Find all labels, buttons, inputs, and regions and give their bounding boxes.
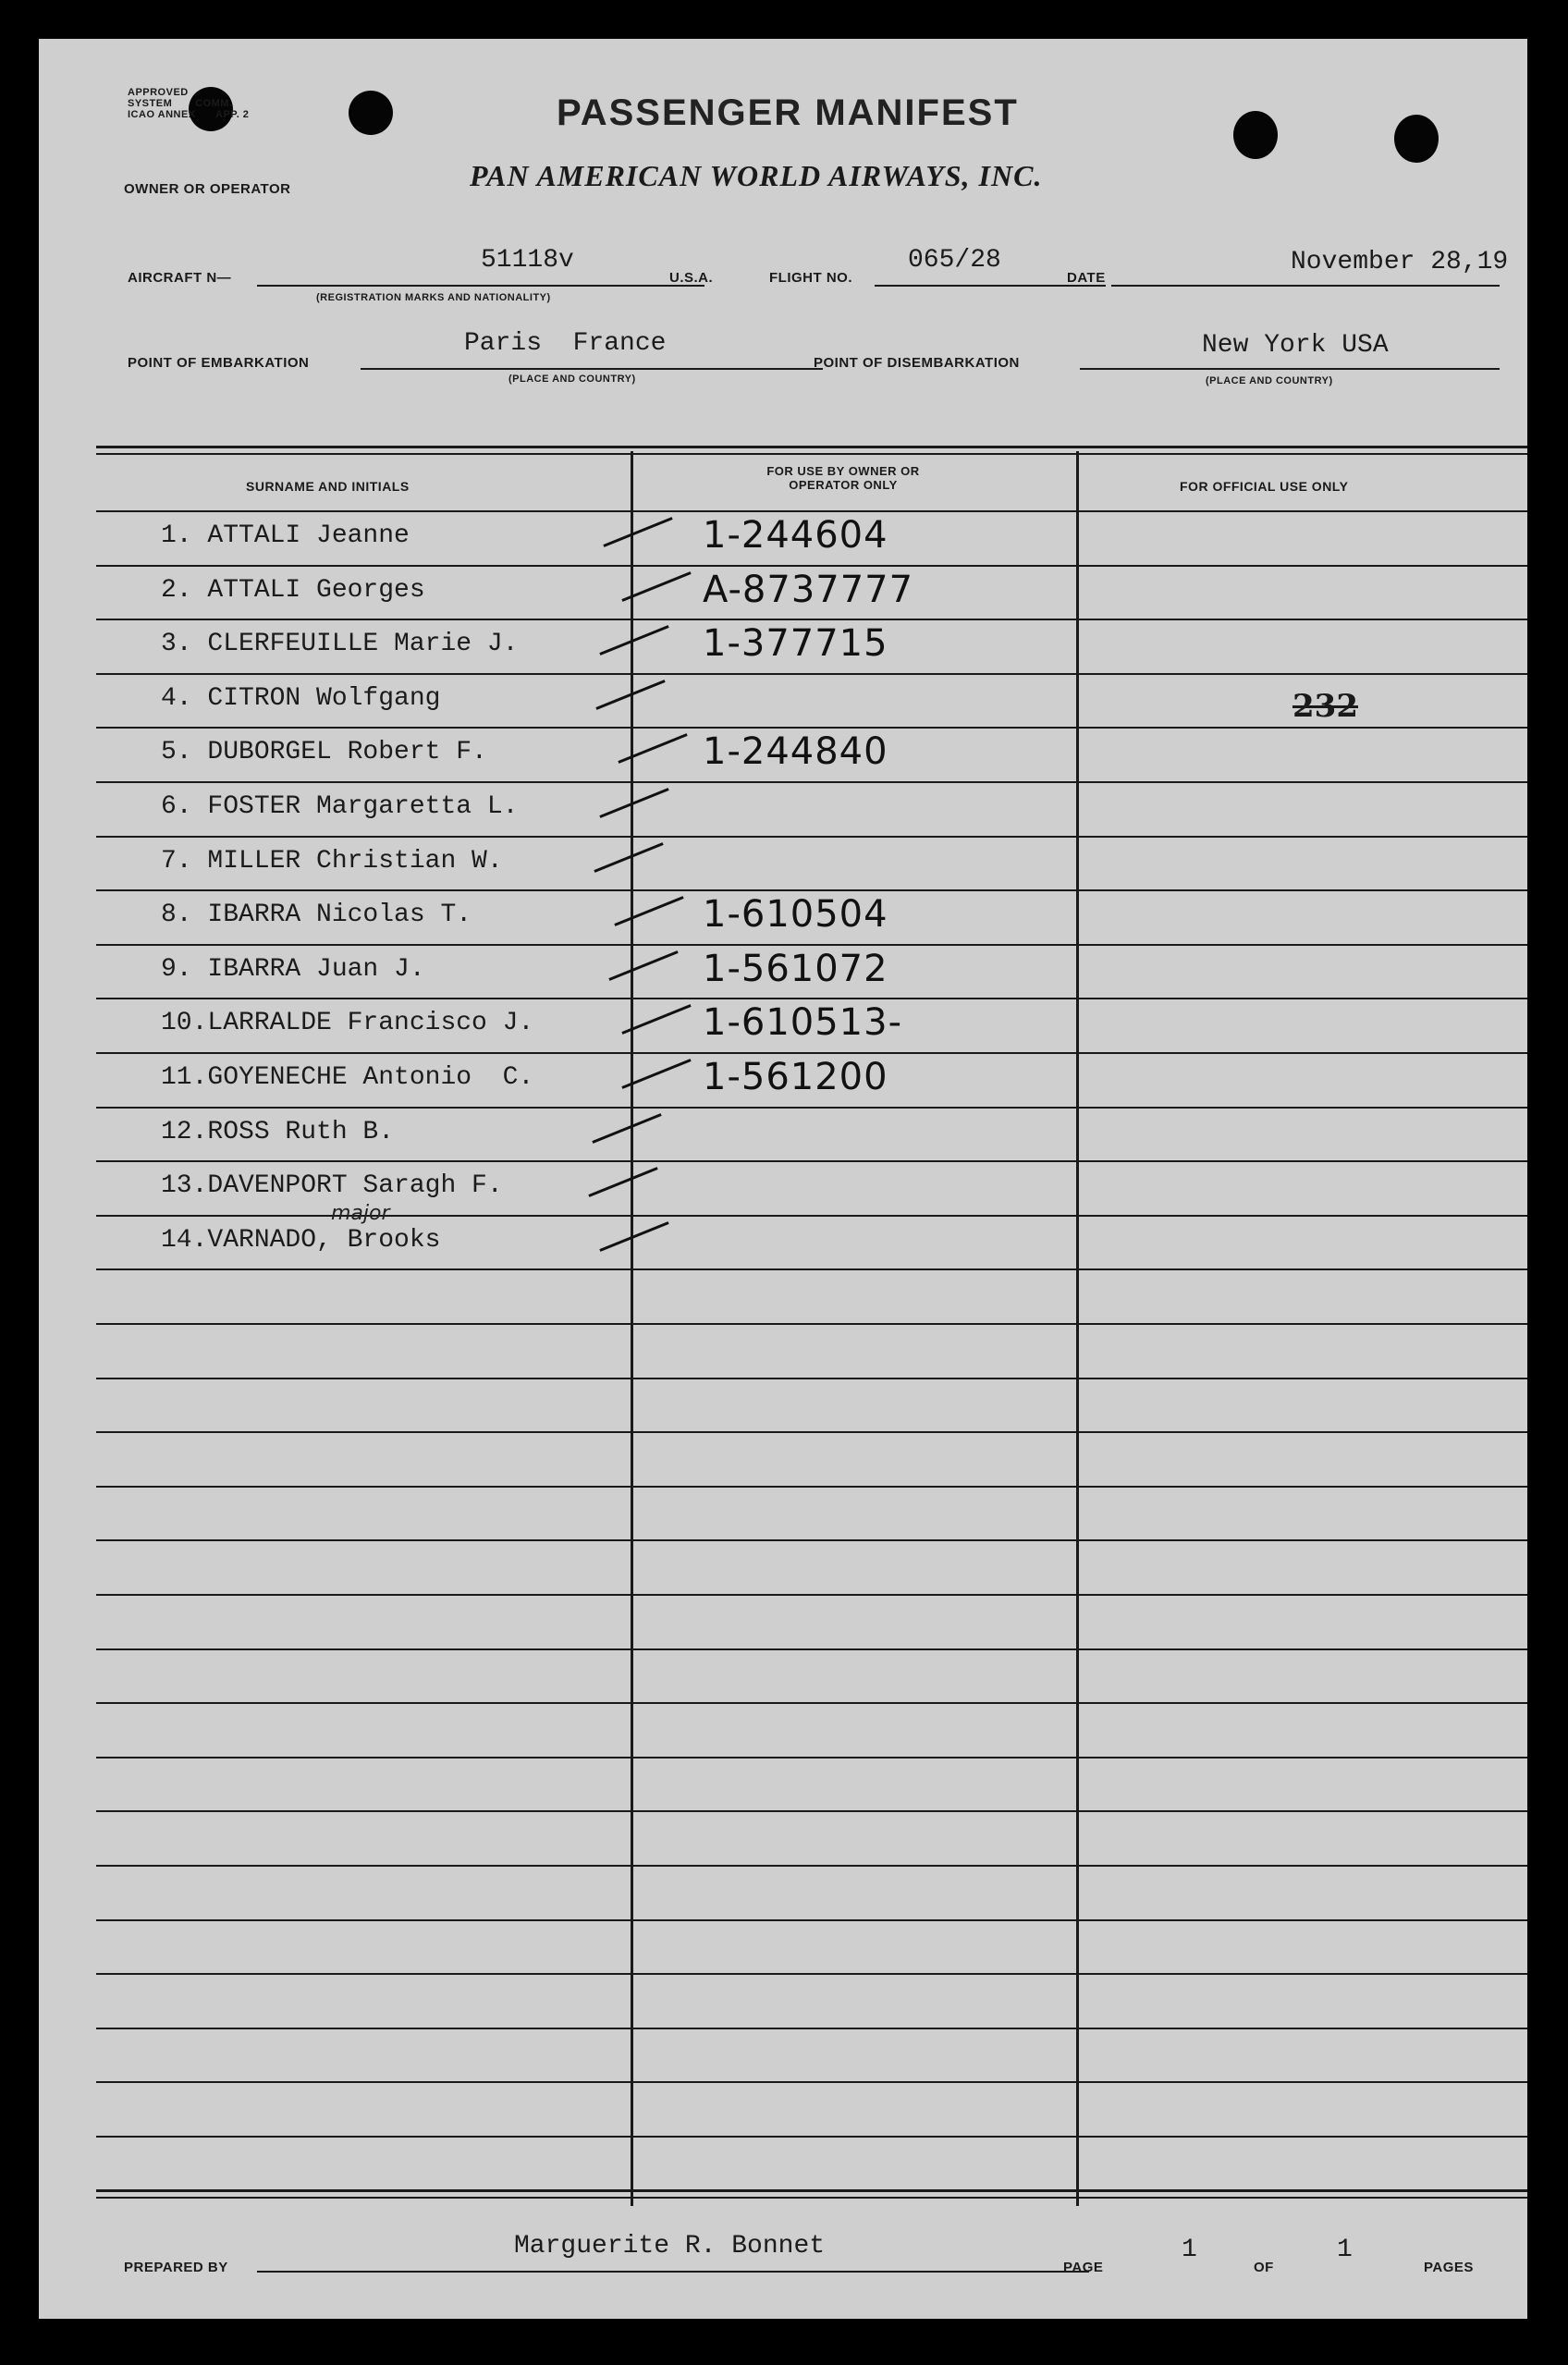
company-name: PAN AMERICAN WORLD AIRWAYS, INC. <box>470 159 1043 192</box>
table-rule <box>96 1323 1527 1325</box>
check-mark-icon <box>599 1221 668 1252</box>
approval-block <box>128 87 249 120</box>
passenger-row <box>39 998 1527 1052</box>
disembarkation-value: New York USA <box>1202 331 1389 360</box>
footer-rule-2 <box>96 2197 1527 2199</box>
owner-label: OWNER OR OPERATOR <box>124 181 291 197</box>
check-mark-icon <box>621 1004 691 1035</box>
table-rule <box>96 1486 1527 1488</box>
check-mark-icon <box>588 1167 657 1197</box>
check-mark-icon <box>603 517 672 547</box>
check-mark-icon <box>599 788 668 818</box>
table-top-rule <box>96 446 1527 448</box>
passenger-name: 13.DAVENPORT Saragh F. <box>161 1171 503 1200</box>
punch-hole-4 <box>1394 115 1439 163</box>
embarkation-caption: (PLACE AND COUNTRY) <box>508 374 636 385</box>
check-mark-icon <box>599 625 668 656</box>
table-rule <box>96 2136 1527 2138</box>
aircraft-underline <box>257 285 704 287</box>
pages-value: 1 <box>1337 2236 1353 2264</box>
punch-hole-2 <box>349 91 393 135</box>
passenger-row <box>39 1107 1527 1161</box>
table-rule <box>96 2081 1527 2083</box>
embarkation-label: POINT OF EMBARKATION <box>128 355 310 371</box>
page-label: PAGE <box>1063 2260 1104 2275</box>
ticket-number: 1-561072 <box>703 948 888 990</box>
passenger-name: 11.GOYENECHE Antonio C. <box>161 1063 534 1092</box>
approval-line-4: COMM. <box>195 98 233 109</box>
manifest-sheet <box>39 39 1527 2319</box>
approval-line-3: ICAO ANNEX <box>128 109 196 120</box>
page-title: PASSENGER MANIFEST <box>557 92 1019 133</box>
passenger-row <box>39 1160 1527 1215</box>
passenger-name: 10.LARRALDE Francisco J. <box>161 1009 534 1037</box>
disembarkation-label: POINT OF DISEMBARKATION <box>814 355 1020 371</box>
ticket-number: 1-244840 <box>703 730 888 773</box>
table-rule <box>96 1810 1527 1812</box>
passenger-name: 7. MILLER Christian W. <box>161 847 503 876</box>
passenger-row <box>39 1052 1527 1107</box>
date-value: November 28,19 <box>1291 248 1509 276</box>
check-mark-icon <box>608 950 678 981</box>
approval-line-2: SYSTEM <box>128 98 173 109</box>
table-rule <box>96 1378 1527 1379</box>
aircraft-label: AIRCRAFT N— <box>128 270 232 286</box>
passenger-name: 6. FOSTER Margaretta L. <box>161 792 519 821</box>
official-number: 232 <box>1292 688 1358 725</box>
table-rule <box>96 1973 1527 1975</box>
check-mark-icon <box>621 571 691 602</box>
aircraft-value: 51118v <box>481 246 574 275</box>
passenger-row <box>39 836 1527 890</box>
table-rule <box>96 1594 1527 1596</box>
table-rule <box>96 1702 1527 1704</box>
prepared-value: Marguerite R. Bonnet <box>514 2232 826 2261</box>
varnado-note: major <box>331 1202 390 1225</box>
disembarkation-caption: (PLACE AND COUNTRY) <box>1206 375 1333 386</box>
passenger-row <box>39 889 1527 944</box>
check-mark-icon <box>592 1113 661 1144</box>
ticket-number: 1-377715 <box>703 622 888 665</box>
pages-label: PAGES <box>1424 2260 1474 2275</box>
prepared-underline <box>257 2271 1089 2273</box>
passenger-row <box>39 510 1527 565</box>
check-mark-icon <box>618 733 687 764</box>
passenger-name: 8. IBARRA Nicolas T. <box>161 901 472 929</box>
page-value: 1 <box>1182 2236 1197 2264</box>
approval-line-1: APPROVED <box>128 87 189 98</box>
passenger-name: 5. DUBORGEL Robert F. <box>161 738 487 766</box>
passenger-name: 1. ATTALI Jeanne <box>161 521 410 550</box>
check-mark-icon <box>595 680 665 710</box>
check-mark-icon <box>614 896 683 926</box>
ticket-number: 1-561200 <box>703 1056 888 1098</box>
passenger-row <box>39 1215 1527 1269</box>
passenger-name: 4. CITRON Wolfgang <box>161 684 441 713</box>
col-header-name: SURNAME AND INITIALS <box>246 479 410 494</box>
passenger-row <box>39 781 1527 836</box>
footer-rule-1 <box>96 2189 1527 2192</box>
passenger-name: 12.ROSS Ruth B. <box>161 1118 395 1146</box>
flight-label: FLIGHT NO. <box>769 270 852 286</box>
ticket-number: A-8737777 <box>703 569 914 611</box>
date-underline <box>1111 285 1500 287</box>
passenger-name: 14.VARNADO, Brooks <box>161 1226 441 1255</box>
passenger-row <box>39 944 1527 999</box>
check-mark-icon <box>594 842 663 873</box>
table-rule <box>96 1757 1527 1758</box>
table-rule <box>96 2028 1527 2029</box>
col-header-official: FOR OFFICIAL USE ONLY <box>1180 479 1349 494</box>
passenger-row <box>39 727 1527 781</box>
passenger-row <box>39 565 1527 619</box>
approval-line-5: APP. 2 <box>215 109 250 120</box>
ticket-number: 1-610504 <box>703 893 888 936</box>
registration-caption: (REGISTRATION MARKS AND NATIONALITY) <box>316 292 551 303</box>
col-header-owner: FOR USE BY OWNER OR OPERATOR ONLY <box>766 464 920 492</box>
flight-value: 065/28 <box>908 246 1001 275</box>
punch-hole-3 <box>1233 111 1278 159</box>
ticket-number: 1-610513- <box>703 1001 903 1044</box>
passenger-name: 3. CLERFEUILLE Marie J. <box>161 630 519 658</box>
prepared-label: PREPARED BY <box>124 2260 228 2275</box>
table-rule <box>96 1919 1527 1921</box>
disembarkation-underline <box>1080 368 1500 370</box>
date-label: DATE <box>1067 270 1106 286</box>
table-rule <box>96 1539 1527 1541</box>
passenger-name: 2. ATTALI Georges <box>161 576 425 605</box>
table-rule <box>96 1648 1527 1650</box>
passenger-row <box>39 619 1527 673</box>
ticket-number: 1-244604 <box>703 514 888 557</box>
table-rule <box>96 1431 1527 1433</box>
of-label: OF <box>1254 2260 1274 2275</box>
country-label: U.S.A. <box>669 270 714 286</box>
embarkation-value: Paris France <box>464 329 667 358</box>
table-rule <box>96 1865 1527 1867</box>
check-mark-icon <box>621 1059 691 1089</box>
table-top-rule-2 <box>96 453 1527 455</box>
passenger-name: 9. IBARRA Juan J. <box>161 955 425 984</box>
embarkation-underline <box>361 368 823 370</box>
